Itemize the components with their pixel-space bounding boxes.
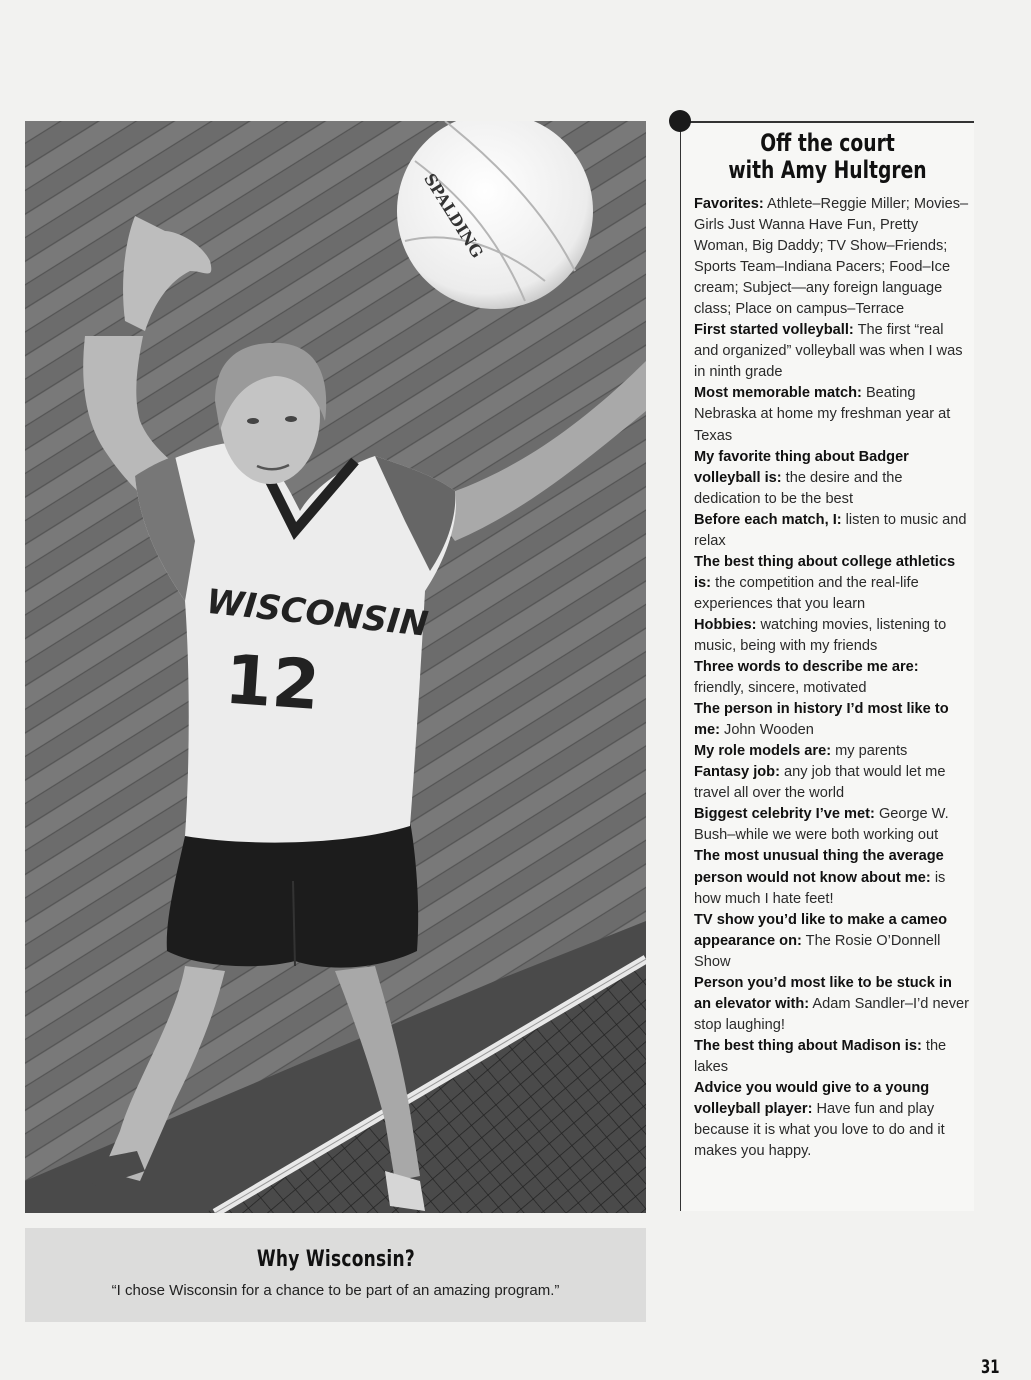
qa-item [694,846,969,909]
qa-question: Hobbies: [694,616,757,633]
qa-answer: any job that would let me travel all over the world [694,764,946,802]
qa-item [694,552,969,615]
qa-answer: John Wooden [724,722,814,739]
qa-item [694,1036,969,1078]
qa-answer: Beating Nebraska at home my freshman year at Texas [694,385,951,444]
qa-question: Most memorable match: [694,385,862,402]
off-the-court-sidebar [680,121,974,1211]
volleyball-player-illustration [25,121,646,1213]
qa-item [694,1078,969,1162]
caption-quote: “I chose Wisconsin for a chance to be part of an amazing program.” [111,1282,560,1299]
qa-list [694,194,969,1162]
qa-question: Favorites: [694,196,764,212]
player-photo [25,121,646,1213]
qa-question: The best thing about college athletics is: [694,553,956,591]
page-number: 31 [981,1356,1000,1378]
qa-question: The best thing about Madison is: [694,1037,922,1054]
top-rule [681,121,974,123]
qa-question: Person you’d most like to be stuck in an elevator with: [694,974,952,1012]
qa-answer: watching movies, listening to music, being with my friends [694,616,947,654]
qa-item [694,447,969,510]
qa-item [694,804,969,846]
sidebar-title [713,130,942,184]
qa-question: My favorite thing about Badger volleyball is: [694,448,909,486]
qa-question: My role models are: [694,743,832,760]
qa-question: TV show you’d like to make a cameo appearance on: [694,911,948,949]
bullet-dot-icon [669,110,691,132]
ball-brand: SPALDING [420,170,487,262]
qa-answer: George W. Bush–while we were both working out [694,806,949,844]
sidebar-title-line2: with Amy Hultgren [728,156,927,184]
qa-answer: is how much I hate feet! [694,869,946,907]
sidebar-title-line1: Off the court [760,129,895,157]
qa-item [694,699,969,741]
qa-question: Advice you would give to a young volleyball player: [694,1079,930,1118]
caption-title: Why Wisconsin? [256,1247,415,1272]
qa-item [694,194,969,320]
qa-question: Biggest celebrity I’ve met: [694,806,875,823]
qa-item [694,615,969,657]
qa-answer: the desire and the dedication to be the best [694,469,903,507]
qa-item [694,383,969,446]
qa-answer: Adam Sandler–I’d never stop laughing! [694,995,969,1033]
qa-answer: Athlete–Reggie Miller; Movies–Girls Just Wanna Have Fun, Pretty Woman, Big Daddy; TV Show–Friends; Sports Team–Indiana Pacers; Food–Ice cream; Subject—any foreign language class; Place on campus–Terrace [694,196,969,318]
qa-answer: the lakes [694,1037,947,1075]
qa-answer: Have fun and play because it is what you love to do and it makes you happy. [694,1101,945,1160]
qa-answer: The first “real and organized” volleyball was when I was in ninth grade [694,322,963,381]
qa-question: First started volleyball: [694,322,854,339]
why-wisconsin-caption [25,1228,646,1322]
qa-answer: my parents [835,743,908,760]
jersey-text: WISCONSIN [204,581,431,645]
qa-answer: listen to music and relax [694,511,967,549]
qa-question: The person in history I’d most like to me: [694,701,949,739]
qa-item [694,973,969,1036]
qa-item [694,657,969,699]
jersey-number: 12 [222,640,323,727]
qa-answer: The Rosie O’Donnell Show [694,932,941,970]
qa-question: Before each match, I: [694,511,842,528]
qa-item [694,741,969,762]
qa-answer: friendly, sincere, motivated [694,680,867,697]
qa-item [694,510,969,552]
qa-question: Three words to describe me are: [694,659,919,676]
qa-item [694,910,969,973]
qa-item [694,320,969,383]
qa-answer: the competition and the real-life experiences that you learn [694,574,919,612]
qa-question: The most unusual thing the average person would not know about me: [694,848,944,886]
qa-question: Fantasy job: [694,764,780,781]
qa-item [694,762,969,804]
